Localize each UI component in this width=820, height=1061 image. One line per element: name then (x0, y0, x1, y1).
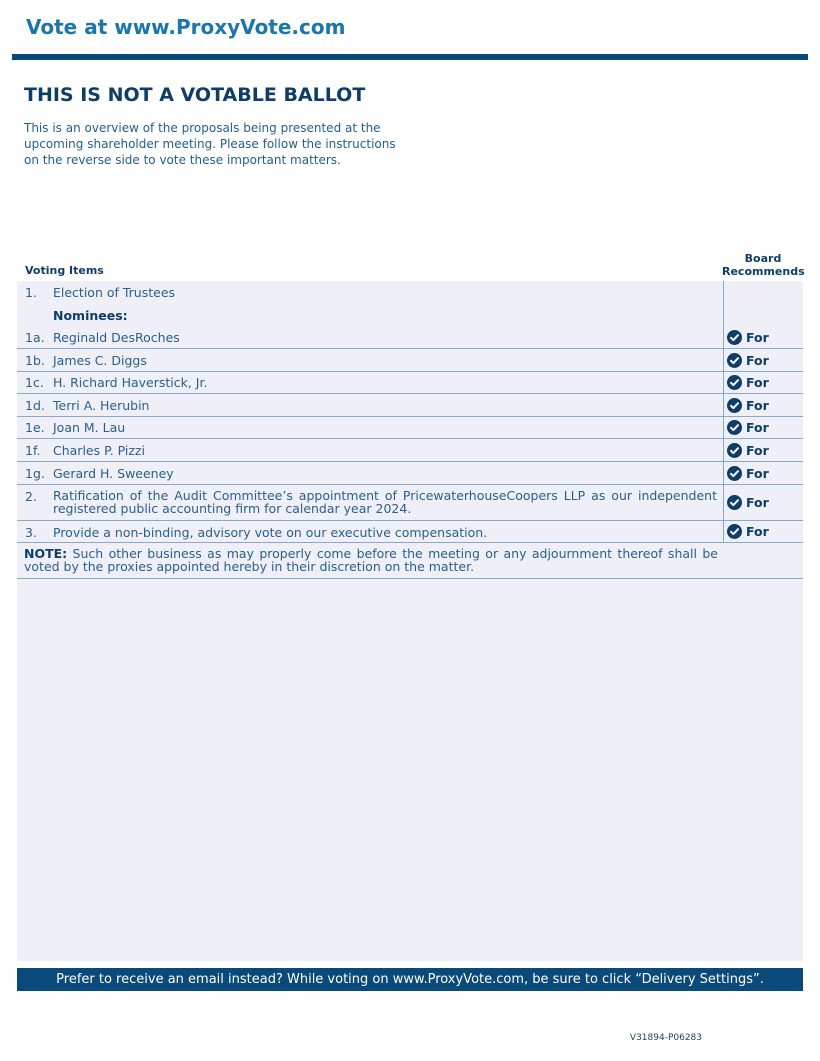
ballot-intro: This is an overview of the proposals being presented at the upcoming shareholder meeting. Please follow the instructions on the reverse side to vote these important matters. (24, 121, 396, 167)
voting-item-1 (17, 285, 803, 303)
header-title: Vote at www.ProxyVote.com (26, 15, 346, 39)
recommendation-label: For (746, 398, 769, 413)
item-number: 1f. (25, 443, 41, 458)
check-circle-icon (727, 375, 742, 390)
banner-text: Prefer to receive an email instead? While voting on www.ProxyVote.com, be sure to click “Delivery Settings”. (56, 972, 764, 987)
recommendation-label: For (746, 466, 769, 481)
nominee-name: Reginald DesRoches (53, 330, 180, 345)
column-header-board-recommends: Board Recommends (722, 252, 805, 278)
recommendation-label: For (746, 443, 769, 458)
board-recommendation (727, 375, 769, 390)
item-text: Ratification of the Audit Committee’s appointment of PricewaterhouseCoopers LLP as our independent registered public accounting firm for calendar year 2024. (53, 488, 717, 516)
item-text: Provide a non-binding, advisory vote on our executive compensation. (53, 525, 488, 540)
check-circle-icon (727, 398, 742, 413)
recommendation-label: For (746, 330, 769, 345)
nominee-row (17, 372, 803, 394)
board-recommendation (727, 443, 769, 458)
column-header-voting-items: Voting Items (25, 264, 104, 277)
recommendation-label: For (746, 353, 769, 368)
note-label: NOTE: (24, 546, 68, 561)
board-recommendation (727, 466, 769, 481)
item-number: 3. (25, 525, 37, 540)
board-recommendation (727, 353, 769, 368)
nominees-heading-row (17, 308, 803, 326)
board-recommendation (727, 398, 769, 413)
item-number: 1a. (25, 330, 45, 345)
item-number: 1d. (25, 398, 45, 413)
check-circle-icon (727, 420, 742, 435)
nominee-row (17, 462, 803, 485)
item-text: Election of Trustees (53, 285, 176, 300)
recommendation-label: For (746, 524, 769, 539)
nominee-name: Charles P. Pizzi (53, 443, 145, 458)
check-circle-icon (727, 443, 742, 458)
board-recommendation (727, 420, 769, 435)
recommendation-label: For (746, 375, 769, 390)
header-divider (12, 54, 808, 60)
nominee-row (17, 326, 803, 349)
nominee-name: Joan M. Lau (53, 420, 126, 435)
nominee-row (17, 394, 803, 417)
check-circle-icon (727, 353, 742, 368)
delivery-settings-banner (17, 968, 803, 991)
document-code: V31894-P06283 (629, 1033, 702, 1043)
note (24, 547, 718, 573)
recommendation-label: For (746, 495, 769, 510)
voting-item-2 (17, 485, 803, 521)
board-recommendation (727, 524, 769, 539)
board-recommendation (727, 495, 769, 510)
check-circle-icon (727, 524, 742, 539)
note-text: Such other business as may properly come before the meeting or any adjournment thereof shall be voted by the proxies appointed hereby in their discretion on the matter. (24, 546, 718, 574)
check-circle-icon (727, 466, 742, 481)
nominees-label: Nominees: (53, 308, 128, 323)
note-divider (17, 578, 803, 579)
item-number: 1g. (25, 466, 45, 481)
nominee-name: H. Richard Haverstick, Jr. (53, 375, 208, 390)
check-circle-icon (727, 495, 742, 510)
nominee-row (17, 439, 803, 462)
item-number: 1. (25, 285, 37, 300)
nominee-name: Terri A. Herubin (53, 398, 150, 413)
voting-item-3 (17, 521, 803, 543)
nominee-name: James C. Diggs (53, 353, 147, 368)
nominee-row (17, 349, 803, 372)
recommendation-label: For (746, 420, 769, 435)
item-number: 2. (25, 489, 37, 504)
item-number: 1b. (25, 353, 45, 368)
board-recommendation (727, 330, 769, 345)
nominee-name: Gerard H. Sweeney (53, 466, 174, 481)
item-number: 1e. (25, 420, 45, 435)
check-circle-icon (727, 330, 742, 345)
ballot-title: THIS IS NOT A VOTABLE BALLOT (24, 84, 366, 106)
item-number: 1c. (25, 375, 44, 390)
nominee-row (17, 417, 803, 439)
